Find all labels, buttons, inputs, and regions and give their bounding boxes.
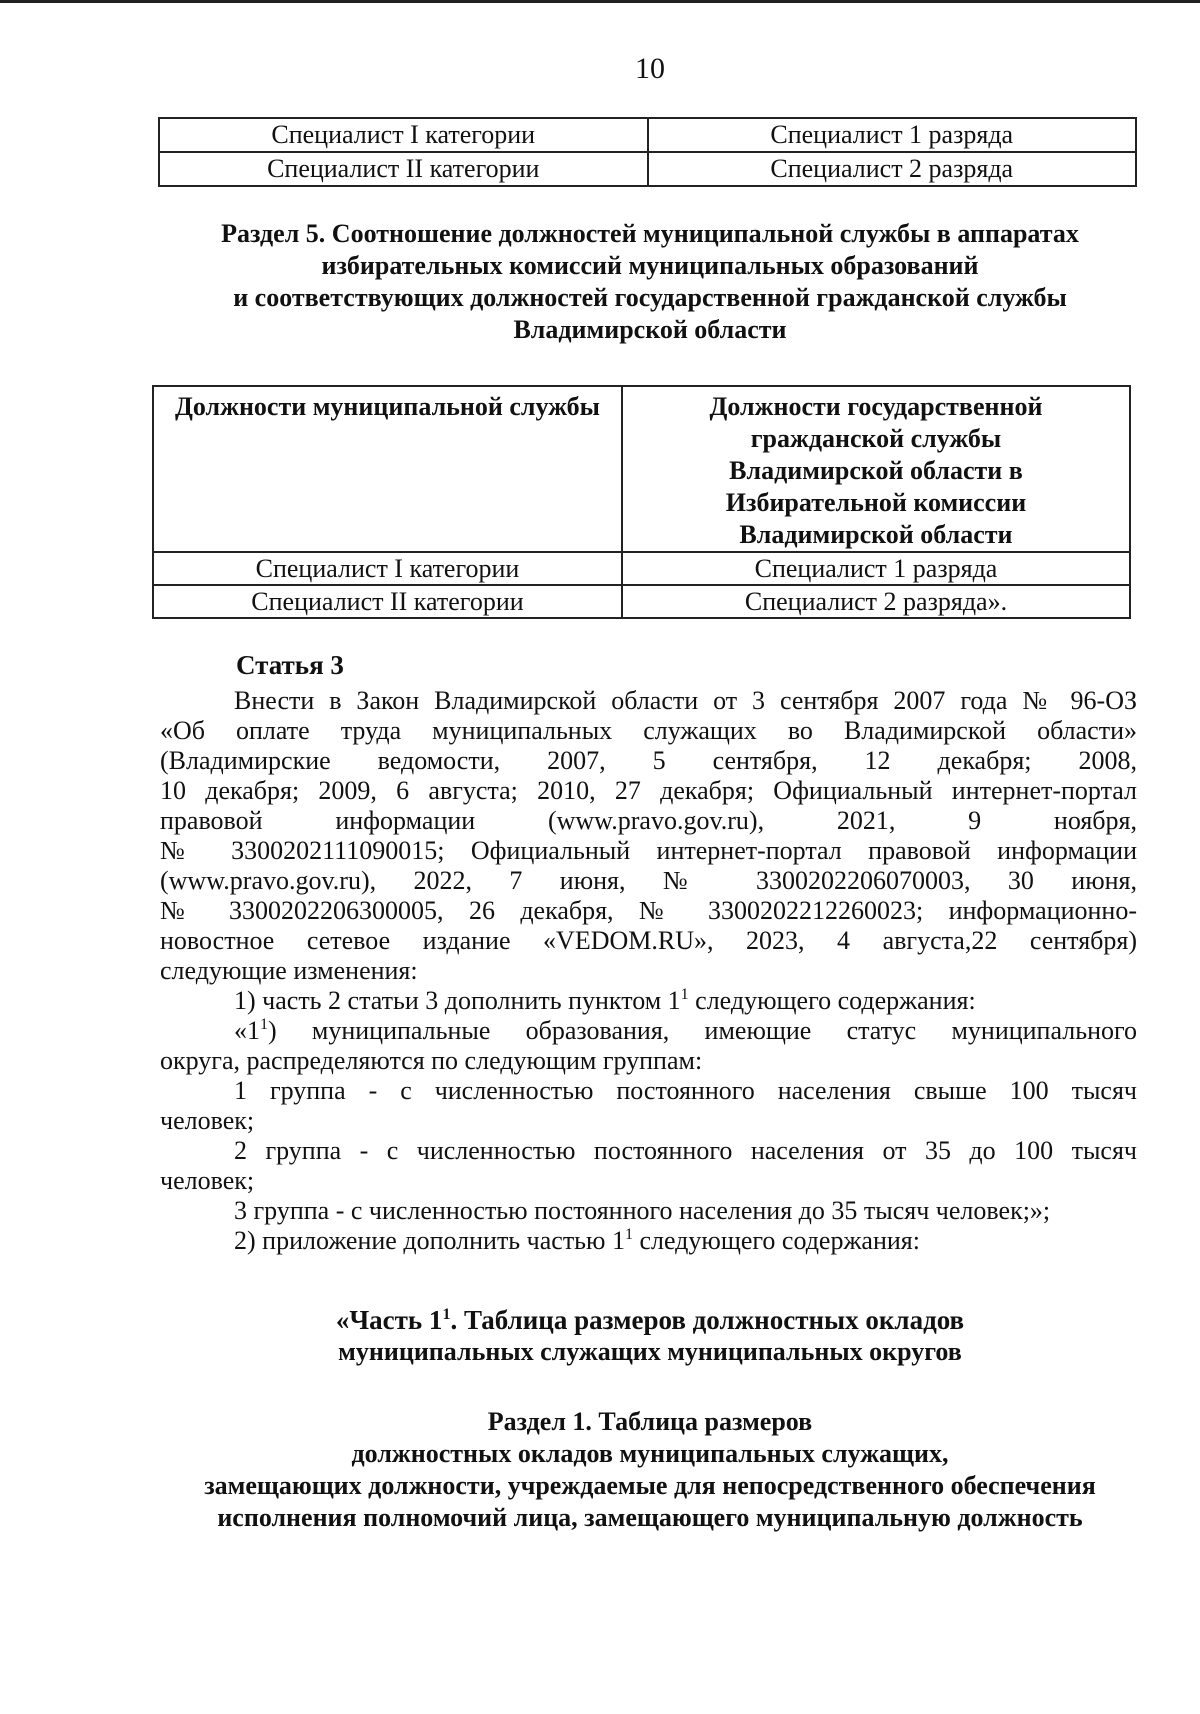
section1-heading: [150, 1406, 1150, 1534]
table-row: [159, 118, 1136, 152]
table-cell: Специалист 1 разряда: [622, 552, 1130, 585]
part-heading: [150, 1304, 1150, 1368]
item-text: 1) часть 2 статьи 3 дополнить пунктом 1: [234, 986, 681, 1015]
heading-line: избирательных комиссий муниципальных образований: [321, 251, 979, 280]
group-1-line: 1 группа - с численностью постоянного населения свыше 100 тысяч: [234, 1076, 1137, 1105]
text-line: № 3300202111090015; Официальный интернет-портал правовой информации: [160, 836, 1137, 865]
heading-line: и соответствующих должностей государственной гражданской службы: [233, 283, 1067, 312]
table-cell: Специалист I категории: [153, 552, 622, 585]
text-line: округа, распределяются по следующим группам:: [160, 1046, 703, 1075]
quote-line: [160, 1016, 1137, 1046]
header-line: Избирательной комиссии: [725, 488, 1027, 517]
heading-line: Раздел 1. Таблица размеров: [487, 1407, 813, 1436]
heading-line: исполнения полномочий лица, замещающего муниципальную должность: [217, 1503, 1083, 1532]
positions-table-continued: [158, 117, 1137, 187]
text-line: человек;: [160, 1166, 255, 1195]
superscript: 1: [442, 1306, 451, 1323]
text-line: № 3300202206300005, 26 декабря, № 3300202212260023; информационно-: [160, 896, 1137, 925]
table-row: [159, 152, 1136, 186]
group-3-line: 3 группа - с численностью постоянного населения до 35 тысяч человек;»;: [234, 1196, 1051, 1225]
heading-line: муниципальных служащих муниципальных округов: [338, 1337, 962, 1366]
heading-line: Раздел 5. Соотношение должностей муниципальной службы в аппаратах: [221, 219, 1079, 248]
text-line: (Владимирские ведомости, 2007, 5 сентября, 12 декабря; 2008,: [160, 746, 1137, 775]
table-cell: Специалист 2 разряда».: [622, 585, 1130, 618]
header-municipal-positions: Должности муниципальной службы: [153, 386, 622, 552]
item-text: 2) приложение дополнить частью 1: [234, 1226, 625, 1255]
text-line: человек;: [160, 1106, 255, 1135]
heading-line: [150, 1304, 1150, 1336]
section5-heading: [150, 218, 1150, 346]
text-line: Внести в Закон Владимирской области от 3 сентября 2007 года № 96-ОЗ: [234, 686, 1137, 715]
text-line: (www.pravo.gov.ru), 2022, 7 июня, № 3300202206070003, 30 июня,: [160, 866, 1137, 895]
page-top-border: [0, 0, 1200, 3]
table-cell: Специалист 2 разряда: [648, 152, 1137, 186]
table-cell: Специалист I категории: [159, 118, 648, 152]
superscript: 1: [680, 986, 689, 1003]
section5-table: [152, 385, 1131, 619]
superscript: 1: [624, 1226, 633, 1243]
article-3: [160, 650, 1137, 1256]
group-2-line: 2 группа - с численностью постоянного населения от 35 до 100 тысяч: [234, 1136, 1137, 1165]
heading-line: должностных окладов муниципальных служащих,: [351, 1439, 949, 1468]
text-line: «Об оплате труда муниципальных служащих во Владимирской области»: [160, 716, 1137, 745]
table-row: [153, 585, 1130, 618]
table-cell: Специалист II категории: [159, 152, 648, 186]
header-line: Должности государственной: [709, 392, 1043, 421]
superscript: 1: [260, 1016, 268, 1033]
header-line: Владимирской области: [739, 520, 1013, 549]
quote-text: «1: [234, 1016, 260, 1045]
text-line: новостное сетевое издание «VEDOM.RU», 2023, 4 августа,22 сентября): [160, 926, 1137, 955]
table-row: [153, 552, 1130, 585]
table-cell: Специалист II категории: [153, 585, 622, 618]
table-cell: Специалист 1 разряда: [648, 118, 1137, 152]
heading-line: замещающих должности, учреждаемые для непосредственного обеспечения: [204, 1471, 1096, 1500]
item-text: следующего содержания:: [688, 986, 976, 1015]
text-line: 10 декабря; 2009, 6 августа; 2010, 27 декабря; Официальный интернет-портал: [160, 776, 1137, 805]
item-text: следующего содержания:: [632, 1226, 920, 1255]
page-number: 10: [635, 52, 665, 85]
table-header-row: [153, 386, 1130, 552]
heading-line: Владимирской области: [513, 315, 787, 344]
heading-text: «Часть 1: [335, 1305, 443, 1335]
header-line: Владимирской области в: [729, 456, 1023, 485]
text-line: правовой информации (www.pravo.gov.ru), 2021, 9 ноября,: [160, 806, 1137, 835]
article-title: Статья 3: [236, 650, 344, 680]
heading-text: . Таблица размеров должностных окладов: [450, 1305, 965, 1335]
item-1: [160, 986, 1137, 1016]
header-line: гражданской службы: [750, 424, 1002, 453]
header-state-positions: [622, 386, 1130, 552]
quote-text: ) муниципальные образования, имеющие статус муниципального: [268, 1016, 1137, 1045]
item-2: [160, 1226, 1137, 1256]
text-line: следующие изменения:: [160, 956, 418, 985]
